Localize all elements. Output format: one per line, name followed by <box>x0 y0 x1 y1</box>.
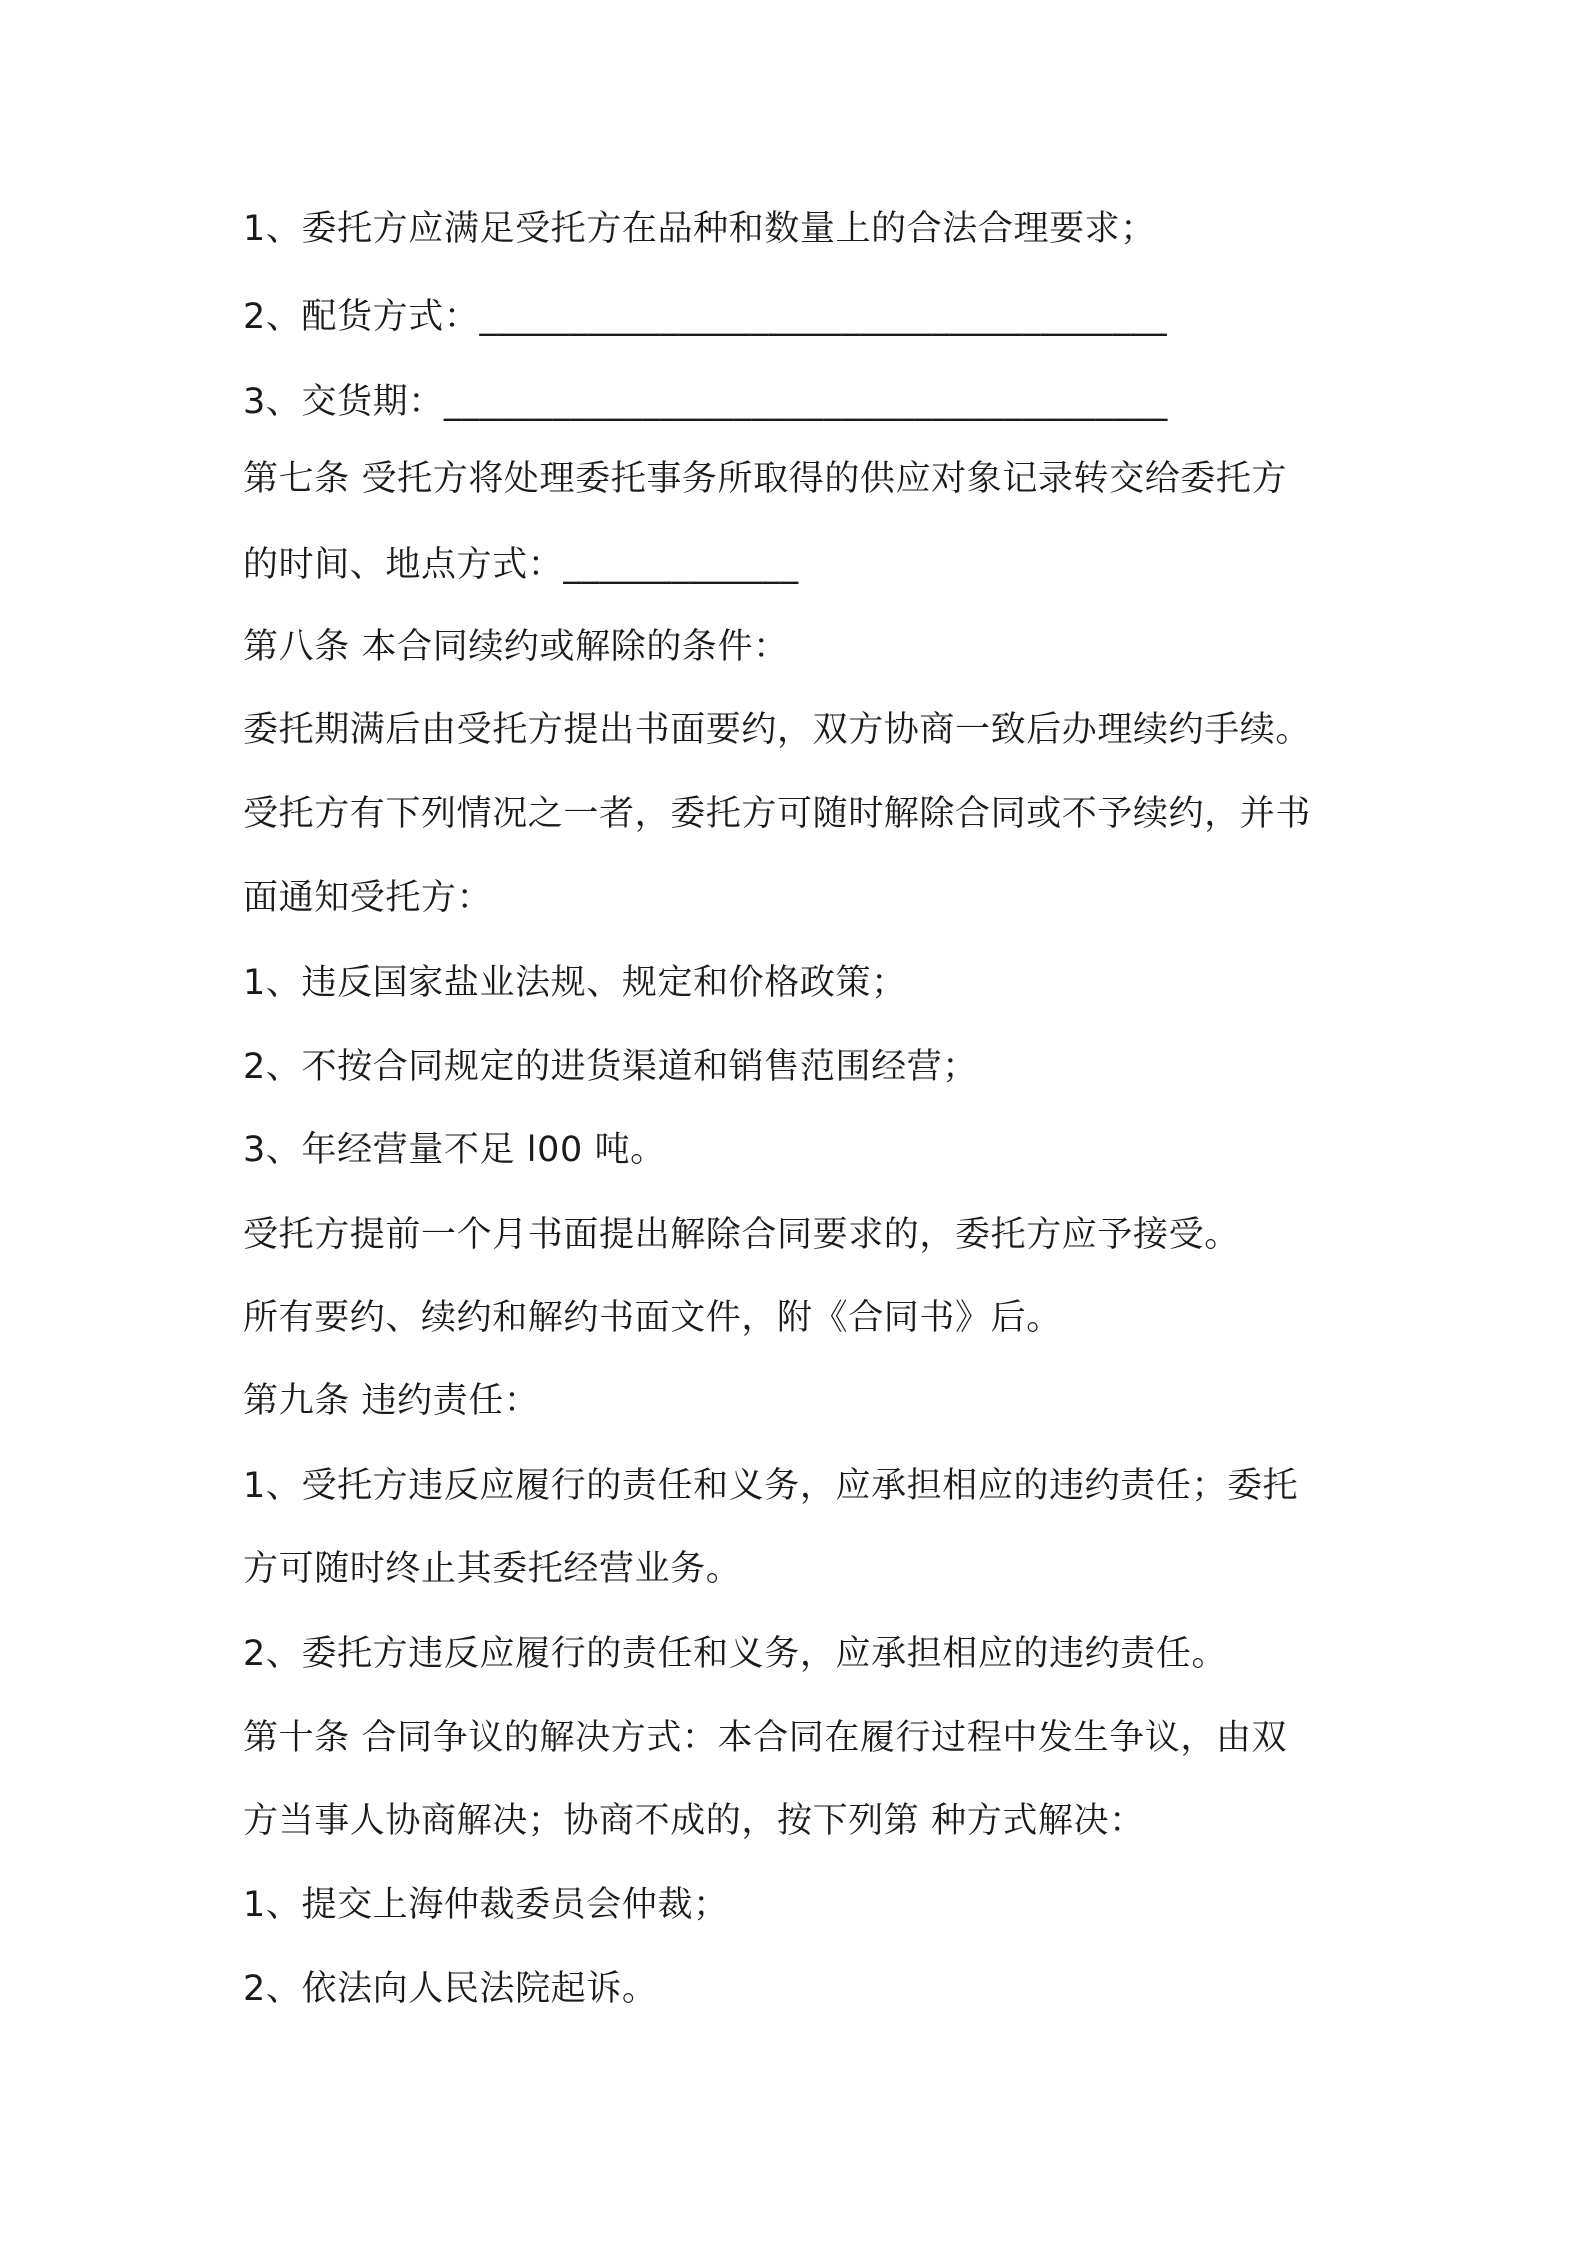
clause-7-continued: 的时间、地点方式：_____________ <box>243 545 799 585</box>
clause-9-item-2: 2、委托方违反应履行的责任和义务，应承担相应的违约责任。 <box>243 1634 1228 1674</box>
clause-8-paragraph-3: 受托方提前一个月书面提出解除合同要求的，委托方应予接受。 <box>243 1215 1240 1255</box>
clause-8-item-1: 1、违反国家盐业法规、规定和价格政策； <box>243 963 907 1003</box>
clause-8-item-3: 3、年经营量不足 l00 吨。 <box>243 1130 666 1170</box>
clause-10-item-1: 1、提交上海仲裁委员会仲裁； <box>243 1885 729 1925</box>
clause-9-item-1: 1、受托方违反应履行的责任和义务，应承担相应的违约责任；委托 <box>243 1466 1299 1506</box>
clause-9-item-1-continued: 方可随时终止其委托经营业务。 <box>243 1549 742 1589</box>
clause-8-paragraph-1: 委托期满后由受托方提出书面要约，双方协商一致后办理续约手续。 <box>243 710 1312 750</box>
clause-8-paragraph-4: 所有要约、续约和解约书面文件，附《合同书》后。 <box>243 1298 1062 1338</box>
clause-7-heading: 第七条 受托方将处理委托事务所取得的供应对象记录转交给委托方 <box>243 459 1288 499</box>
clause-10-item-2: 2、依法向人民法院起诉。 <box>243 1969 658 2009</box>
clause-6-item-1: 1、委托方应满足受托方在品种和数量上的合法合理要求； <box>243 209 1156 249</box>
clause-6-item-2: 2、配货方式：______________________________________ <box>243 297 1168 337</box>
clause-8-paragraph-2-continued: 面通知受托方： <box>243 878 493 918</box>
clause-8-heading: 第八条 本合同续约或解除的条件： <box>243 627 789 667</box>
clause-6-item-3: 3、交货期：________________________________________ <box>243 382 1168 422</box>
clause-9-heading: 第九条 违约责任： <box>243 1381 540 1421</box>
clause-10-heading: 第十条 合同争议的解决方式：本合同在履行过程中发生争议，由双 <box>243 1718 1288 1758</box>
clause-8-item-2: 2、不按合同规定的进货渠道和销售范围经营； <box>243 1047 978 1087</box>
clause-8-paragraph-2: 受托方有下列情况之一者，委托方可随时解除合同或不予续约，并书 <box>243 794 1312 834</box>
clause-10-continued: 方当事人协商解决；协商不成的，按下列第 种方式解决： <box>243 1801 1145 1841</box>
